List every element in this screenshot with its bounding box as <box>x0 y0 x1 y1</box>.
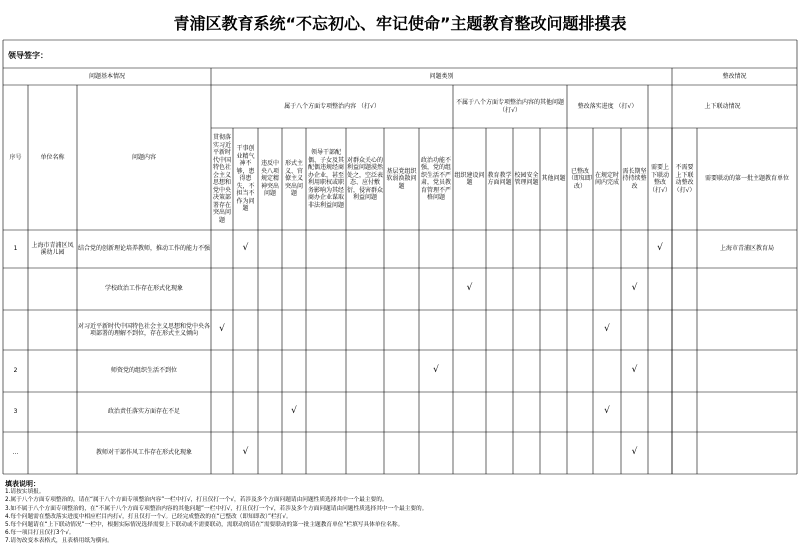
header-col-e1: 贯彻落实习近平新时代中国特色社会主义思想和党中央决策部署存在突出问题 <box>212 134 231 224</box>
row-linkage-unit <box>697 268 797 310</box>
header-col-n1: 组织建设问题 <box>454 171 485 186</box>
header-linkage-unit: 需要联动的第一批主题教育单位 <box>704 175 789 183</box>
row-unit <box>28 432 77 474</box>
header-col-n4: 其他问题 <box>541 175 566 183</box>
check-mark: √ <box>604 406 610 417</box>
row-unit: 上海市青浦区凤溪幼儿园 <box>31 241 74 256</box>
row-unit <box>28 268 77 310</box>
row-unit <box>28 310 77 350</box>
row-content: 对习近平新时代中国特色社会主义思想和党中央各项部署的理解不到位，存在形式主义倾向 <box>78 322 211 337</box>
header-col-e5: 领导干部配偶、子女及其配偶违规经商办企业，甚至利用职权或职务影响为其经商办企业谋取非法利益问题 <box>307 149 344 209</box>
row-seq <box>3 268 28 310</box>
check-mark: √ <box>242 447 249 458</box>
row-linkage-unit <box>697 392 797 432</box>
row-seq: ... <box>12 449 19 457</box>
notes-title: 填表说明： <box>5 480 40 488</box>
row-unit <box>28 392 77 432</box>
header-eight-aspects: 属于八个方面专项整治内容 （打√） <box>284 102 380 110</box>
check-mark: √ <box>631 283 638 294</box>
header-col-e2: 干事创业精气神不够，患得患失，不担当不作为问题 <box>236 145 255 213</box>
header-col-e4: 形式主义、官僚主义突出问题 <box>284 160 303 198</box>
check-mark: √ <box>242 243 249 254</box>
header-col-e6: 对群众关心的利益问题漠然处之，空泛表态、应付敷衍，侵害群众利益问题 <box>347 156 384 201</box>
row-unit <box>28 350 77 392</box>
notes-item: 1.请按实填报。 <box>5 489 45 496</box>
row-content: 教师对干部作风工作存在形式化现象 <box>95 449 192 457</box>
check-mark: √ <box>631 447 638 458</box>
header-col-n2: 教育教学方面问题 <box>487 171 512 186</box>
row-linkage-unit <box>697 432 797 474</box>
row-seq <box>3 310 28 350</box>
notes-item: 3.如不属于八个方面专项整治的，在“不属于八个方面专项整治内容的其他问题”一栏中打√，打且仅打一个√，若涉及多个方面问题请由问题性质选择其中一个最主要的。 <box>5 505 428 512</box>
row-seq: 3 <box>13 408 18 416</box>
header-col-e3: 违反中央八项规定精神突出问题 <box>260 160 279 198</box>
notes-item: 4.每个问题需在整改落实进度中相应栏目内打√，打且仅打一个√。已经完成整改的在“已整改（即知即改）”栏打√。 <box>5 513 292 520</box>
header-col-s3: 需长期坚持持续整改 <box>622 167 647 190</box>
check-mark: √ <box>657 243 663 254</box>
check-mark: √ <box>433 365 439 376</box>
header-other-problems: 不属于八个方面专项整治内容的其他问题 （打√） <box>455 99 564 114</box>
check-mark: √ <box>291 406 297 417</box>
check-mark: √ <box>604 324 610 335</box>
fill-instructions <box>5 480 795 546</box>
row-seq: 2 <box>13 367 18 375</box>
row-linkage-unit <box>697 310 797 350</box>
header-col-n3: 校园安全管理问题 <box>514 171 539 186</box>
header-col-e8: 政治功能不强，党的组织生活不严肃，党员教育管理不严格问题 <box>420 156 451 201</box>
notes-item: 2.属于八个方面专项整治的，请在“属于八个方面专项整治内容”一栏中打√，打且仅打一个√，若涉及多个方面问题请由问题性质选择其中一个最主要的。 <box>5 497 388 504</box>
row-seq: 1 <box>13 245 18 253</box>
header-col-e7: 基层党组织软弱涣散问题 <box>386 167 417 190</box>
header-unit: 单位名称 <box>40 153 65 161</box>
row-content: 学校政治工作存在形式化现象 <box>104 285 183 293</box>
notes-item: 6.每一项目打且仅打3个√。 <box>5 530 75 537</box>
header-col-l2: 不需要上下联动整改（打√） <box>673 164 696 194</box>
check-mark: √ <box>466 283 473 294</box>
header-problem-category: 问题类别 <box>429 72 454 80</box>
header-col-l1: 需要上下联动整改（打√） <box>649 164 671 194</box>
header-col-s2: 在规定时间内完成 <box>594 171 619 186</box>
row-content: 结合党的创新理论培养教师，推动工作的能力不强 <box>78 245 211 253</box>
row-linkage-unit: 上海市青浦区教育局 <box>719 245 774 253</box>
notes-item: 5.每个问题请在“上下联动情况”一栏中，根据实际情况选择需要上下联动或不需要联动，需联动的请在“需要联动的第一批主题教育单位”栏填写具体单位名称。 <box>5 522 404 529</box>
header-seq: 序号 <box>9 153 22 161</box>
check-mark: √ <box>631 365 638 376</box>
header-linkage: 上下联动情况 <box>704 102 741 110</box>
row-content: 师资党的组织生活不到位 <box>110 367 177 375</box>
header-col-s1: 已整改（即知即改） <box>568 167 593 190</box>
header-basic-info: 问题基本情况 <box>88 72 125 80</box>
row-linkage-unit <box>697 350 797 392</box>
header-progress: 整改落实进度 （打√） <box>577 102 638 110</box>
leader-signature-label: 领导签字： <box>8 51 48 60</box>
check-mark: √ <box>219 324 225 335</box>
notes-item: 7.请勿改变本表格式，且表格用纸为横向。 <box>5 538 113 545</box>
row-content: 政治责任落实方面存在不足 <box>107 408 180 416</box>
header-content: 问题内容 <box>131 153 156 161</box>
header-rectification: 整改情况 <box>722 72 747 80</box>
sheet-title: 青浦区教育系统“不忘初心、牢记使命”主题教育整改问题排摸表 <box>173 14 627 33</box>
